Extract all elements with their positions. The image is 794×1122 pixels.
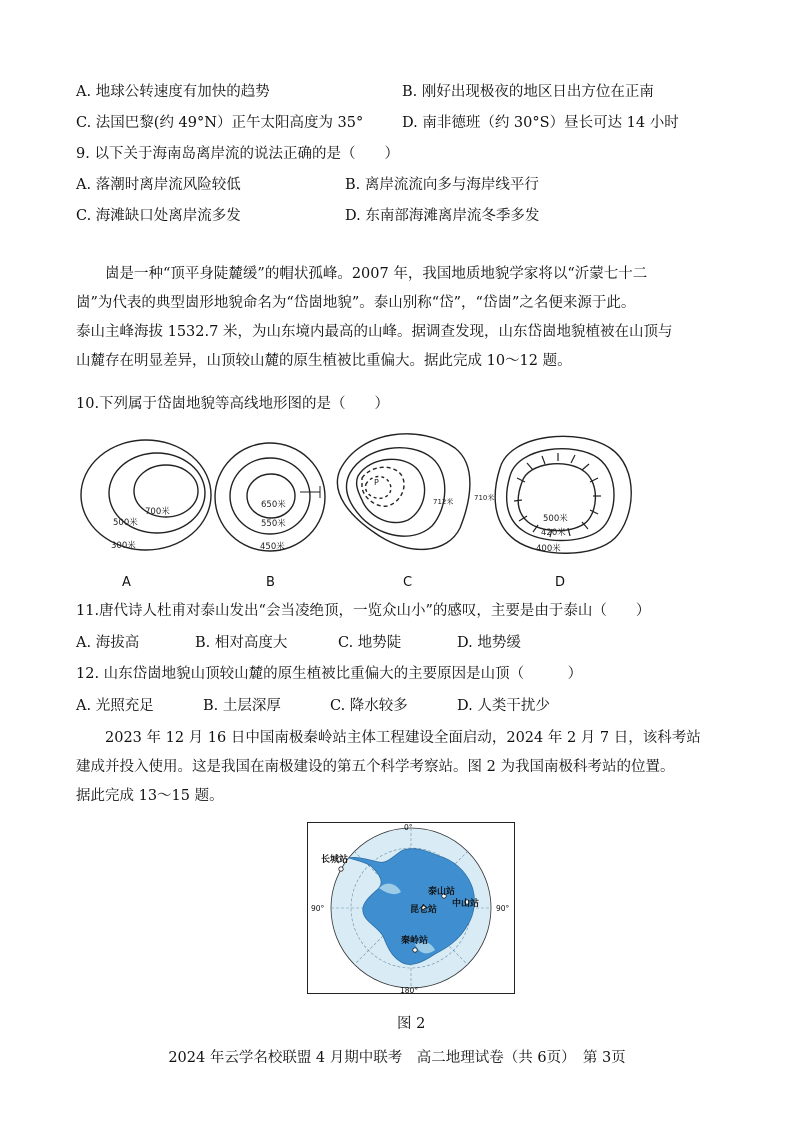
longitude-180-label: 180° [400,986,419,994]
contour-b-label-450: 450米 [260,542,285,552]
contour-d-label-400: 400米 [536,544,561,554]
zhongshan-station-label: 中山站 [452,899,480,909]
antarctic-station-map [307,822,515,994]
contour-c-label-p: P [374,478,379,487]
passage-line: 崮”为代表的典型崮形地貌命名为“岱崮地貌”。泰山别称“岱”，“岱崮”之名便来源于此。 [76,295,636,311]
contour-d-label-420: 420米 [541,528,566,538]
great-wall-station-marker [339,867,343,871]
passage-qinling-station [76,724,726,811]
longitude-90w-label: 90° [311,904,325,913]
q11-option-c: C. 地势陡 [338,635,402,651]
q11-option-b: B. 相对高度大 [195,635,288,651]
q11-option-d: D. 地势缓 [457,635,521,651]
contour-map-a [81,440,211,550]
contour-letter-b: B [266,575,275,590]
passage-line: 崮是一种“顶平身陡麓缓”的帽状孤峰。2007 年，我国地质地貌学家将以“沂蒙七十二 [105,266,648,282]
q12-option-d: D. 人类干扰少 [457,698,550,714]
contour-c-label-710: 710米 [474,494,495,502]
q12-option-b: B. 土层深厚 [203,698,281,714]
contour-a-label-300: 300米 [111,541,136,551]
qinling-station-marker [413,948,417,952]
contour-maps-figure [0,428,794,608]
q12-option-c: C. 降水较多 [330,698,408,714]
q12-option-a: A. 光照充足 [76,698,154,714]
page-footer: 2024 年云学名校联盟 4 月期中联考 高二地理试卷（共 6页） 第 3页 [168,1050,626,1066]
passage-line: 建成并投入使用。这是我国在南极建设的第五个科学考察站。图 2 为我国南极科考站的位置。 [76,759,675,775]
q8-option-c: C. 法国巴黎(约 49°N）正午太阳高度为 35° [76,115,364,131]
kunlun-station-label: 昆仑站 [410,905,438,915]
taishan-station-label: 泰山站 [428,887,456,897]
contour-a-label-700: 700米 [145,507,170,517]
contour-b-label-650: 650米 [261,500,286,510]
q10-stem: 10.下列属于岱崮地貌等高线地形图的是（ ） [76,396,390,412]
contour-letter-c: C [403,575,413,590]
longitude-0-label: 0° [404,823,413,832]
contour-letter-d: D [555,575,566,590]
great-wall-station-label: 长城站 [321,855,349,865]
q12-stem: 12. 山东岱崮地貌山顶较山麓的原生植被比重偏大的主要原因是山顶（ ） [76,666,583,682]
contour-b-label-550: 550米 [261,519,286,529]
longitude-90e-label: 90° [496,904,510,913]
q8-option-d: D. 南非德班（约 30°S）昼长可达 14 小时 [402,115,679,131]
q9-option-d: D. 东南部海滩离岸流冬季多发 [345,208,540,224]
contour-map-c [300,434,470,550]
passage-daigu [76,260,726,376]
passage-line: 泰山主峰海拔 1532.7 米，为山东境内最高的山峰。据调查发现，山东岱崮地貌植被在山顶与 [76,324,673,340]
q9-option-a: A. 落潮时离岸流风险较低 [76,177,241,193]
passage-line: 据此完成 13～15 题。 [76,788,224,804]
q9-stem: 9. 以下关于海南岛离岸流的说法正确的是（ ） [76,146,399,162]
contour-c-label-712: 712米 [433,498,454,506]
contour-a-label-500: 500米 [113,518,138,528]
q8-option-a: A. 地球公转速度有加快的趋势 [76,84,270,100]
q11-option-a: A. 海拔高 [76,635,140,651]
contour-d-label-500: 500米 [543,514,568,524]
passage-line: 2023 年 12 月 16 日中国南极秦岭站主体工程建设全面启动，2024 年 2 月 7 日，该科考站 [105,730,701,746]
qinling-station-label: 秦岭站 [401,936,429,946]
contour-map-b [215,443,325,551]
q9-option-b: B. 离岸流流向多与海岸线平行 [345,177,539,193]
passage-line: 山麓存在明显差异，山顶较山麓的原生植被比重偏大。据此完成 10～12 题。 [76,353,572,369]
q11-stem: 11.唐代诗人杜甫对泰山发出“会当凌绝顶，一览众山小”的感叹，主要是由于泰山（ ） [76,603,651,619]
contour-letter-a: A [122,575,131,590]
figure-caption: 图 2 [397,1016,426,1032]
q9-option-c: C. 海滩缺口处离岸流多发 [76,208,241,224]
q8-option-b: B. 刚好出现极夜的地区日出方位在正南 [402,84,654,100]
